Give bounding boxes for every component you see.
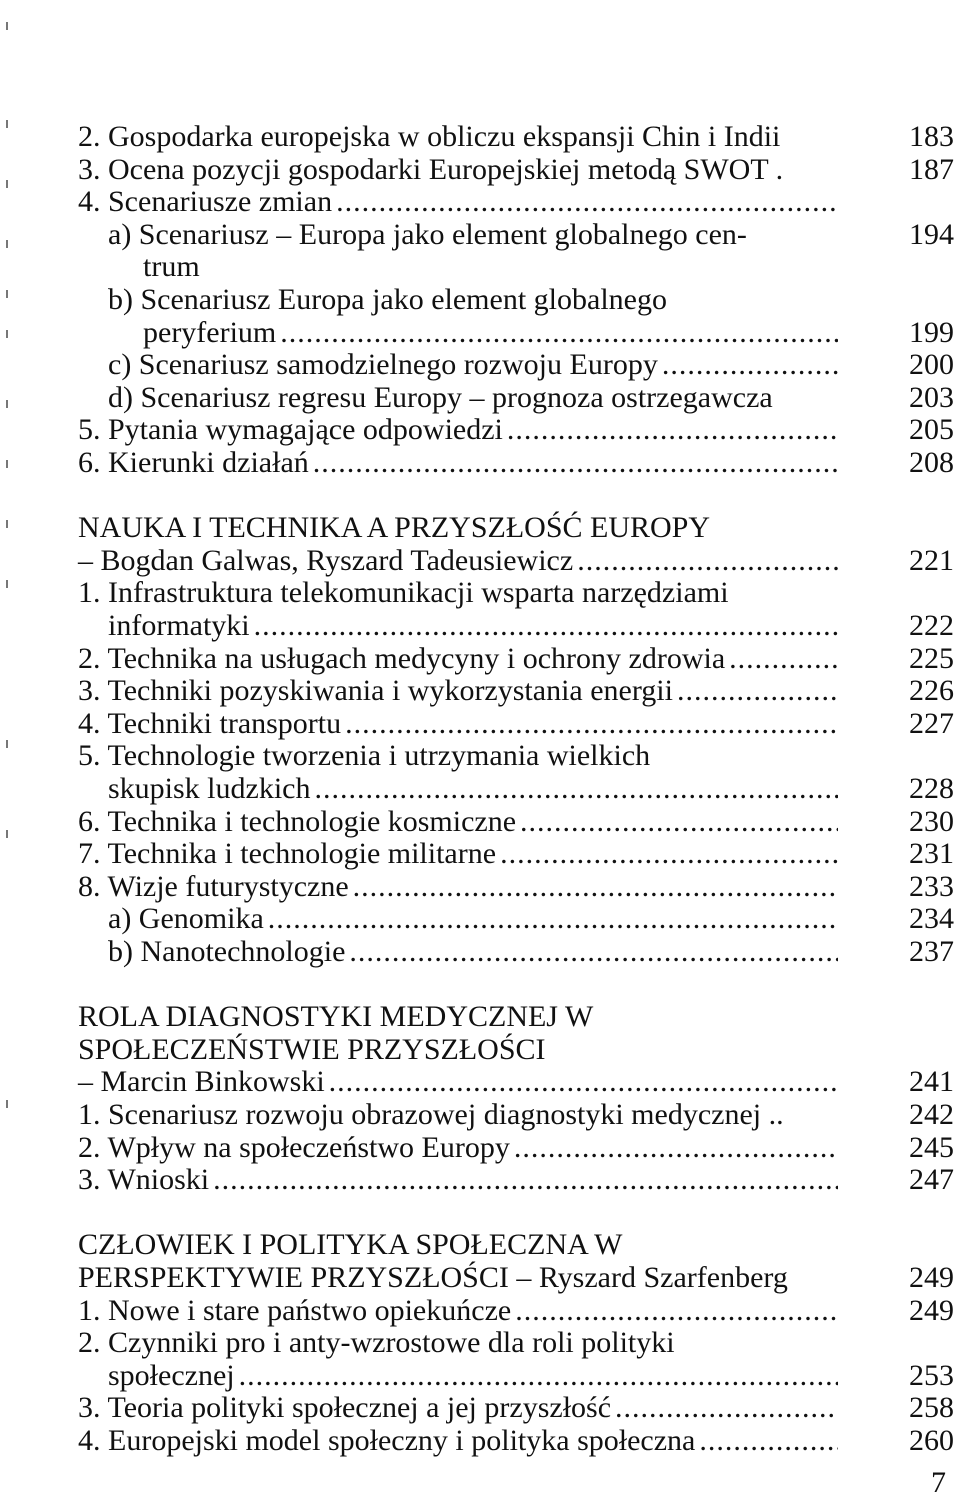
toc-row [0,1131,960,1165]
toc-leader-dots [315,772,839,806]
toc-leader-dots [329,1065,838,1099]
toc-row [0,837,960,871]
toc-row [0,381,960,415]
toc-row [0,1261,960,1295]
toc-entry-text: trum [143,250,200,284]
toc-row [0,576,960,610]
toc-entry-text: a) Scenariusz – Europa jako element globalnego cen- [108,217,747,251]
toc-entry-text: CZŁOWIEK I POLITYKA SPOŁECZNA W [78,1228,623,1262]
toc-entry-text: 5. Pytania wymagające odpowiedzi [78,413,503,447]
toc-row [0,218,960,252]
toc-row [0,1294,960,1328]
toc-entry-text: 5. Technologie tworzenia i utrzymania wielkich [78,739,651,773]
toc-leader-dots [336,185,838,219]
toc-entry-text: 7. Technika i technologie militarne [78,837,497,871]
toc-entry-text: 1. Infrastruktura telekomunikacji wsparta narzędziami [78,576,729,610]
toc-row [0,511,960,545]
toc-row [0,185,960,219]
toc-row [0,1228,960,1262]
toc-row [0,120,960,154]
toc-leader-dots [514,1131,838,1165]
toc-row [0,902,960,936]
toc-entry-text: ROLA DIAGNOSTYKI MEDYCZNEJ W [78,1000,594,1034]
toc-entry-text: b) Scenariusz Europa jako element globalnego [108,283,667,316]
toc-row [0,674,960,708]
toc-entry-text: 2. Gospodarka europejska w obliczu ekspansji Chin i Indii [78,120,781,153]
toc-entry-page: 247 [909,1163,954,1197]
toc-row [0,739,960,773]
toc-row [0,250,960,284]
toc-entry-page: 228 [909,772,954,805]
toc-entry-page: 260 [909,1424,954,1457]
toc-entry-text: SPOŁECZEŃSTWIE PRZYSZŁOŚCI [78,1032,546,1066]
toc-entry-page: 199 [909,315,954,349]
toc-row [0,935,960,969]
toc-entry-page: 200 [909,348,954,382]
toc-entry-text: 3. Ocena pozycji gospodarki Europejskiej metodą SWOT . [78,152,784,186]
toc-row [0,1391,960,1425]
toc-row [0,772,960,806]
page-number: 7 [931,1466,946,1499]
toc-row [0,1196,960,1230]
toc-leader-dots [507,413,838,447]
toc-entry-text: 4. Scenariusze zmian [78,185,333,219]
toc-row [0,283,960,317]
toc-entry-text: NAUKA I TECHNIKA A PRZYSZŁOŚĆ EUROPY [78,511,711,545]
toc-leader-dots [268,902,838,936]
toc-row [0,1033,960,1067]
toc-entry-text: 2. Czynniki pro i anty-wzrostowe dla roli polityki [78,1326,675,1360]
toc-entry-page: 221 [909,543,954,577]
toc-entry-text: peryferium [143,315,277,349]
toc-row [0,1326,960,1360]
toc-entry-text: – Bogdan Galwas, Ryszard Tadeusiewicz [78,543,574,577]
toc-entry-text: 4. Techniki transportu [78,706,342,740]
toc-leader-dots [213,1163,838,1197]
toc-entry-text: 1. Scenariusz rozwoju obrazowej diagnostyki medycznej .. [78,1098,784,1131]
toc-entry-page: 203 [909,380,954,414]
toc-row [0,609,960,643]
toc-entry-page: 237 [909,935,954,968]
toc-leader-dots [615,1391,838,1425]
toc-row [0,153,960,187]
toc-entry-text: PERSPEKTYWIE PRZYSZŁOŚCI – Ryszard Szarfenberg [78,1261,788,1294]
toc-entry-page: 225 [909,641,954,675]
toc-leader-dots [239,1359,838,1393]
toc-row [0,479,960,513]
toc-entry-text: d) Scenariusz regresu Europy – prognoza ostrzegawcza [108,380,773,414]
toc-entry-text: 3. Techniki pozyskiwania i wykorzystania energii [78,674,673,708]
toc-entry-page: 205 [909,413,954,447]
toc-leader-dots [353,870,838,904]
toc-entry-page: 187 [909,152,954,186]
toc-entry-page: 231 [909,837,954,871]
toc-row [0,642,960,676]
toc-row [0,446,960,480]
toc-entry-text: a) Genomika [108,902,264,936]
toc-leader-dots [349,935,838,969]
toc-entry-text: 4. Europejski model społeczny i polityka społeczna [78,1424,696,1457]
toc-entry-text: b) Nanotechnologie [108,935,346,968]
toc-leader-dots [520,805,838,839]
toc-leader-dots [500,837,838,871]
toc-entry-page: 227 [909,706,954,740]
toc-entry-page: 194 [909,217,954,251]
toc-entry-text: 1. Nowe i stare państwo opiekuńcze [78,1293,512,1327]
toc-leader-dots [662,348,838,382]
toc-entry-page: 208 [909,446,954,479]
toc-entry-text: 2. Wpływ na społeczeństwo Europy [78,1130,510,1164]
toc-row [0,870,960,904]
toc-leader-dots [699,1424,838,1458]
toc-row [0,968,960,1002]
toc-entry-text: 3. Teoria polityki społecznej a jej przyszłość [78,1391,612,1425]
toc-row [0,1065,960,1099]
toc-entry-page: 253 [909,1358,954,1392]
toc-leader-dots [313,446,838,480]
toc-row [0,1424,960,1458]
toc-entry-page: 233 [909,869,954,903]
toc-leader-dots [345,707,838,741]
toc-entry-text: 2. Technika na usługach medycyny i ochrony zdrowia [78,641,726,675]
toc-entry-page: 183 [909,120,954,153]
toc-row [0,805,960,839]
toc-row [0,1163,960,1197]
toc-entry-page: 242 [909,1098,954,1131]
toc-entry-text: c) Scenariusz samodzielnego rozwoju Europy [108,348,658,382]
toc-entry-text: 8. Wizje futurystyczne [78,869,349,903]
toc-row [0,1098,960,1132]
toc-entry-text: – Marcin Binkowski [78,1065,325,1099]
toc-entry-text: 6. Kierunki działań [78,446,309,479]
toc-leader-dots [515,1294,838,1328]
toc-row [0,544,960,578]
toc-entry-page: 222 [909,609,954,642]
toc-entry-page: 245 [909,1130,954,1164]
toc-row [0,413,960,447]
toc-entry-page: 226 [909,674,954,708]
toc-entry-text: informatyki [108,609,250,642]
toc-entry-page: 249 [909,1293,954,1327]
toc-row [0,348,960,382]
toc-row [0,1000,960,1034]
toc-entry-text: 6. Technika i technologie kosmiczne [78,804,517,838]
toc-entry-page: 241 [909,1065,954,1099]
toc-entry-text: 3. Wnioski [78,1163,210,1197]
toc-entry-page: 249 [909,1261,954,1294]
toc-entry-page: 258 [909,1391,954,1425]
toc-row [0,316,960,350]
toc-leader-dots [280,316,838,350]
toc-row [0,1359,960,1393]
toc-leader-dots [254,609,838,643]
toc-entry-page: 234 [909,902,954,936]
toc-entry-text: skupisk ludzkich [108,772,311,805]
toc-entry-page: 230 [909,804,954,838]
toc-row [0,707,960,741]
toc-entry-text: społecznej [108,1358,235,1392]
scan-mark [6,22,8,30]
toc-leader-dots [729,642,838,676]
toc-leader-dots [577,544,838,578]
toc-leader-dots [677,674,838,708]
